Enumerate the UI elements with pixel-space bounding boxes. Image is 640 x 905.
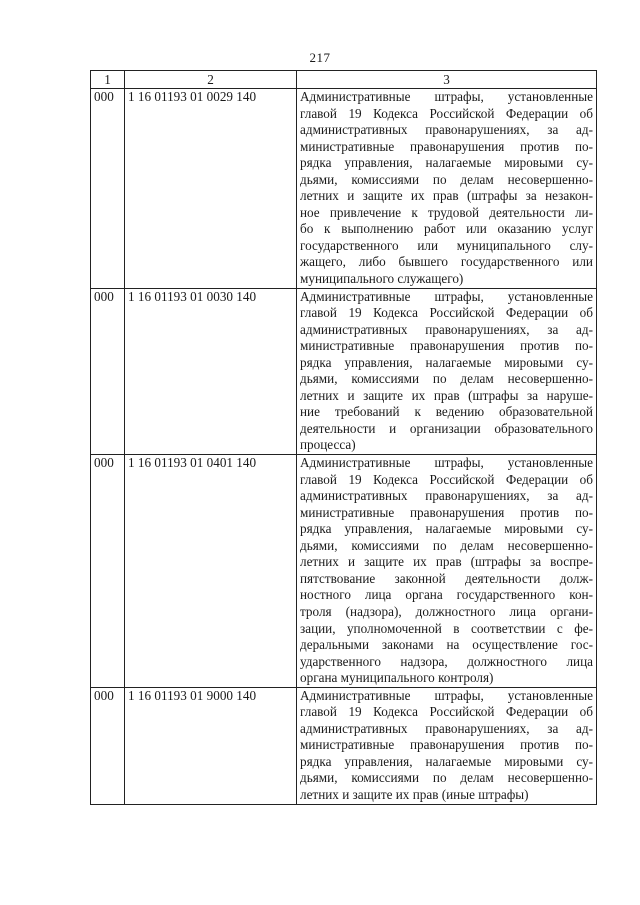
- description-line: министративные правонарушения против по-: [300, 504, 593, 520]
- description-line: дьями, комиссиями по делам несовершенно-: [300, 537, 593, 553]
- description-line: главой 19 Кодекса Российской Федерации об: [300, 704, 593, 720]
- revenue-description-cell: [297, 89, 597, 289]
- description-line: рядка управления, налагаемые мировыми су-: [300, 521, 593, 537]
- page-number: 217: [309, 50, 331, 65]
- admin-code-cell: 000: [91, 455, 125, 688]
- admin-code-cell: 000: [91, 687, 125, 804]
- description-line: главой 19 Кодекса Российской Федерации об: [300, 305, 593, 321]
- description-line: административных правонарушениях, за ад-: [300, 720, 593, 736]
- description-line: ние требований к ведению образовательной: [300, 404, 593, 420]
- table-row: [91, 687, 597, 804]
- table-header-row: [91, 71, 597, 89]
- description-line: зации, уполномоченной в соответствии с фе-: [300, 620, 593, 636]
- description-line: летних и защите их прав (иные штрафы): [300, 786, 529, 802]
- budget-classification-table: [90, 70, 597, 805]
- description-line: рядка управления, налагаемые мировыми су-: [300, 753, 593, 769]
- description-line: деральными законами на осуществление гос-: [300, 637, 593, 653]
- admin-code-cell: 000: [91, 288, 125, 454]
- description-line: летних и защите их прав (штрафы за незакон-: [300, 188, 593, 204]
- budget-code-cell: 1 16 01193 01 9000 140: [125, 687, 297, 804]
- description-line: летних и защите их прав (штрафы за воспре-: [300, 554, 593, 570]
- description-line: рядка управления, налагаемые мировыми су-: [300, 354, 593, 370]
- description-line: ударственного надзора, должностного лица: [300, 653, 593, 669]
- description-line: административных правонарушениях, за ад-: [300, 122, 593, 138]
- description-line: бо к выполнению работ или оказанию услуг: [300, 221, 593, 237]
- description-line: министративные правонарушения против по-: [300, 737, 593, 753]
- description-line: главой 19 Кодекса Российской Федерации об: [300, 105, 593, 121]
- description-line: дьями, комиссиями по делам несовершенно-: [300, 770, 593, 786]
- description-line: деятельности и организации образовательного: [300, 420, 593, 436]
- column-header-1: 1: [91, 71, 125, 89]
- description-line: летних и защите их прав (штрафы за наруше-: [300, 387, 593, 403]
- budget-code-cell: 1 16 01193 01 0030 140: [125, 288, 297, 454]
- budget-code-cell: 1 16 01193 01 0029 140: [125, 89, 297, 289]
- column-header-3: 3: [297, 71, 597, 89]
- description-line: жащего, либо бывшего государственного или: [300, 254, 593, 270]
- description-line: дьями, комиссиями по делам несовершенно-: [300, 371, 593, 387]
- description-line: главой 19 Кодекса Российской Федерации об: [300, 471, 593, 487]
- description-line: троля (надзора), должностного лица органи-: [300, 603, 593, 619]
- description-line: административных правонарушениях, за ад-: [300, 488, 593, 504]
- budget-code-cell: 1 16 01193 01 0401 140: [125, 455, 297, 688]
- description-line: Административные штрафы, установленные: [300, 89, 593, 104]
- revenue-description-cell: [297, 687, 597, 804]
- description-line: министративные правонарушения против по-: [300, 138, 593, 154]
- description-line: пятствование законной деятельности долж-: [300, 570, 593, 586]
- description-line: Административные штрафы, установленные: [300, 687, 593, 703]
- column-header-2: 2: [125, 71, 297, 89]
- description-line: рядка управления, налагаемые мировыми су-: [300, 155, 593, 171]
- description-line: процесса): [300, 437, 356, 453]
- description-line: государственного или муниципального слу-: [300, 237, 593, 253]
- admin-code-cell: 000: [91, 89, 125, 289]
- description-line: муниципального служащего): [300, 271, 464, 287]
- description-line: ностного лица органа государственного кон-: [300, 587, 593, 603]
- table-body: [91, 89, 597, 805]
- table-row: [91, 89, 597, 289]
- description-line: Административные штрафы, установленные: [300, 455, 593, 471]
- table-row: [91, 455, 597, 688]
- table-row: [91, 288, 597, 454]
- description-line: органа муниципального контроля): [300, 670, 494, 686]
- description-line: ное привлечение к трудовой деятельности ли-: [300, 204, 593, 220]
- revenue-description-cell: [297, 288, 597, 454]
- description-line: Административные штрафы, установленные: [300, 288, 593, 304]
- description-line: административных правонарушениях, за ад-: [300, 321, 593, 337]
- revenue-description-cell: [297, 455, 597, 688]
- description-line: министративные правонарушения против по-: [300, 338, 593, 354]
- description-line: дьями, комиссиями по делам несовершенно-: [300, 171, 593, 187]
